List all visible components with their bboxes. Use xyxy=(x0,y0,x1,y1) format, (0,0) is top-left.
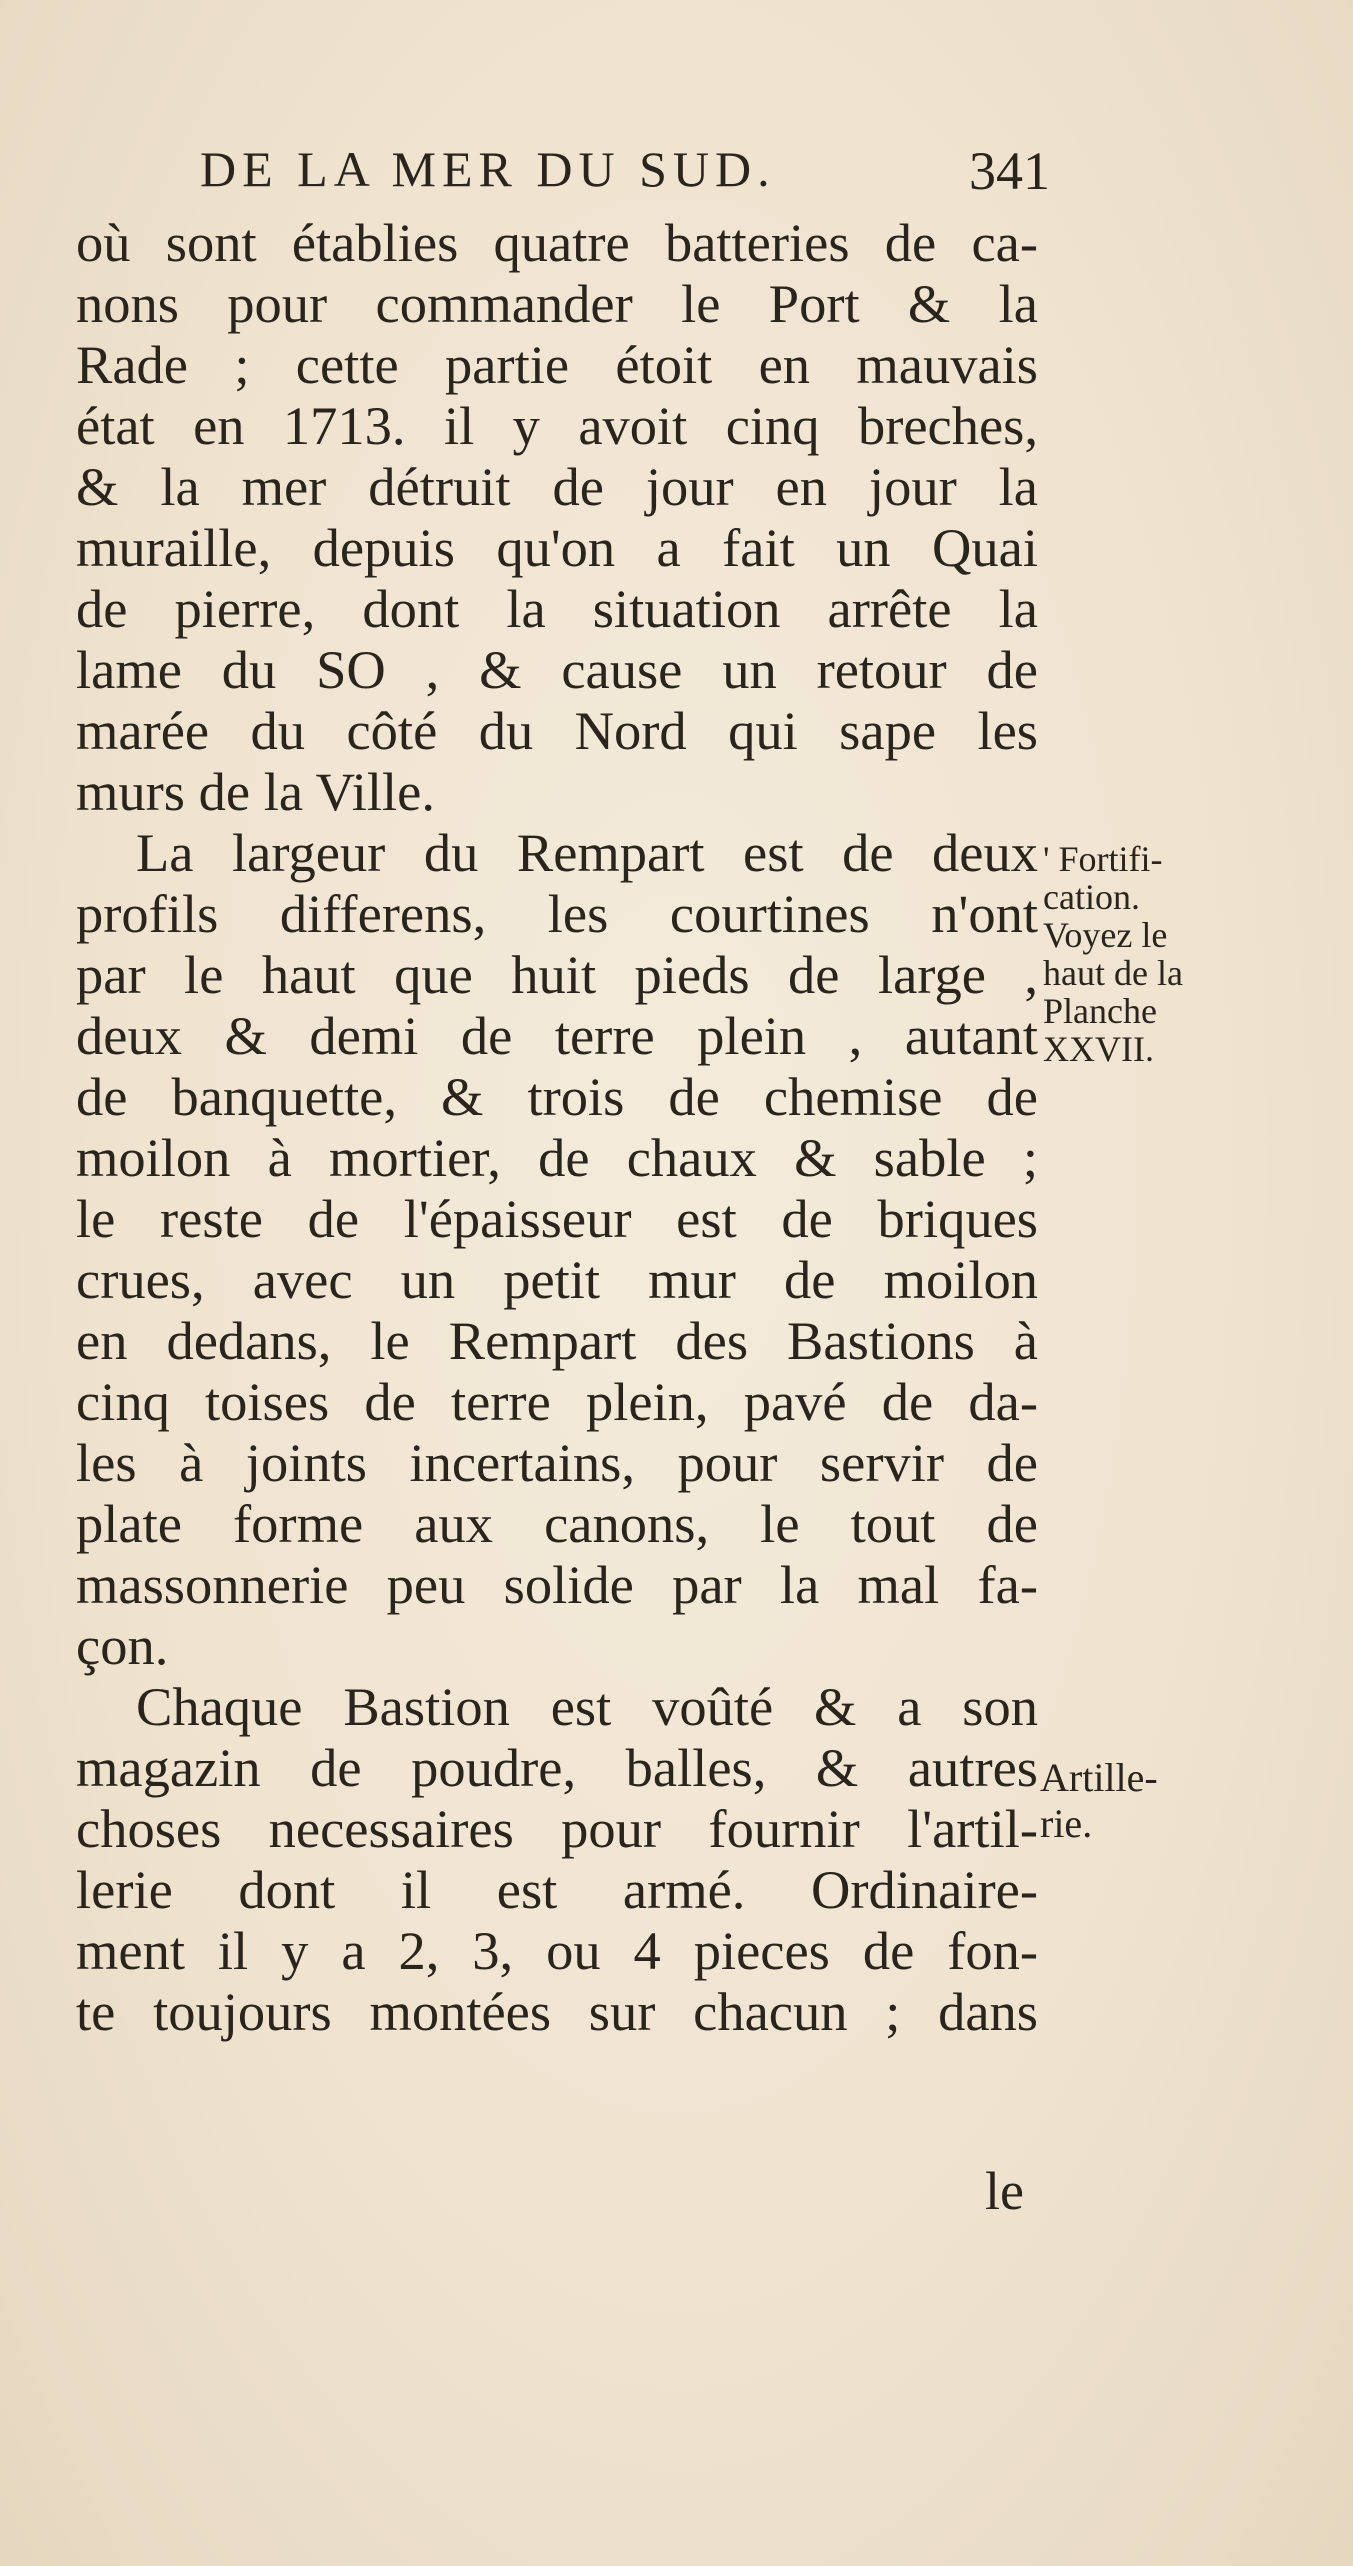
text-line: ment il y a 2, 3, ou 4 pieces de fon- xyxy=(76,1920,1038,1981)
margin-note-line: ' Fortifi- xyxy=(1043,839,1163,879)
text-line: muraille, depuis qu'on a fait un Quai xyxy=(76,517,1038,578)
text-line: çon. xyxy=(76,1615,169,1676)
text-line: de banquette, & trois de chemise de xyxy=(76,1066,1038,1127)
margin-note-fortification xyxy=(1043,840,1183,1068)
text-line: choses necessaires pour fournir l'artil- xyxy=(76,1798,1038,1859)
text-line: en dedans, le Rempart des Bastions à xyxy=(76,1310,1038,1371)
text-line: lerie dont il est armé. Ordinaire- xyxy=(76,1859,1038,1920)
margin-note-line: haut de la xyxy=(1043,953,1183,993)
text-line: crues, avec un petit mur de moilon xyxy=(76,1249,1038,1310)
page-number: 341 xyxy=(969,141,1050,201)
text-line: marée du côté du Nord qui sape les xyxy=(76,700,1038,761)
catchword: le xyxy=(985,2161,1024,2221)
text-line: les à joints incertains, pour servir de xyxy=(76,1432,1038,1493)
page-header xyxy=(200,140,1080,210)
body-text xyxy=(76,212,1038,2042)
text-line: plate forme aux canons, le tout de xyxy=(76,1493,1038,1554)
text-line: profils differens, les courtines n'ont xyxy=(76,883,1038,944)
margin-note-line: Artille- xyxy=(1040,1755,1158,1800)
text-line: deux & demi de terre plein , autant xyxy=(76,1005,1038,1066)
text-line: te toujours montées sur chacun ; dans xyxy=(76,1981,1038,2042)
text-line: massonnerie peu solide par la mal fa- xyxy=(76,1554,1038,1615)
text-line: Rade ; cette partie étoit en mauvais xyxy=(76,334,1038,395)
margin-note-artillerie xyxy=(1040,1755,1158,1847)
margin-note-line: Planche xyxy=(1043,991,1157,1031)
text-line: de pierre, dont la situation arrête la xyxy=(76,578,1038,639)
paragraph-start-line: La largeur du Rempart est de deux xyxy=(136,822,1038,883)
text-line: le reste de l'épaisseur est de briques xyxy=(76,1188,1038,1249)
text-line: magazin de poudre, balles, & autres xyxy=(76,1737,1038,1798)
text-line: par le haut que huit pieds de large , xyxy=(76,944,1038,1005)
paragraph-start-line: Chaque Bastion est voûté & a son xyxy=(136,1676,1038,1737)
text-line: lame du SO , & cause un retour de xyxy=(76,639,1038,700)
text-line: murs de la Ville. xyxy=(76,761,435,822)
text-line: état en 1713. il y avoit cinq breches, xyxy=(76,395,1038,456)
margin-note-line: rie. xyxy=(1040,1801,1093,1846)
running-title: DE LA MER DU SUD. xyxy=(200,141,776,197)
text-line: & la mer détruit de jour en jour la xyxy=(76,456,1038,517)
margin-note-line: XXVII. xyxy=(1043,1029,1154,1069)
text-line: cinq toises de terre plein, pavé de da- xyxy=(76,1371,1038,1432)
text-line: moilon à mortier, de chaux & sable ; xyxy=(76,1127,1038,1188)
text-line: nons pour commander le Port & la xyxy=(76,273,1038,334)
margin-note-line: cation. xyxy=(1043,877,1140,917)
margin-note-line: Voyez le xyxy=(1043,915,1168,955)
text-line: où sont établies quatre batteries de ca- xyxy=(76,212,1038,273)
